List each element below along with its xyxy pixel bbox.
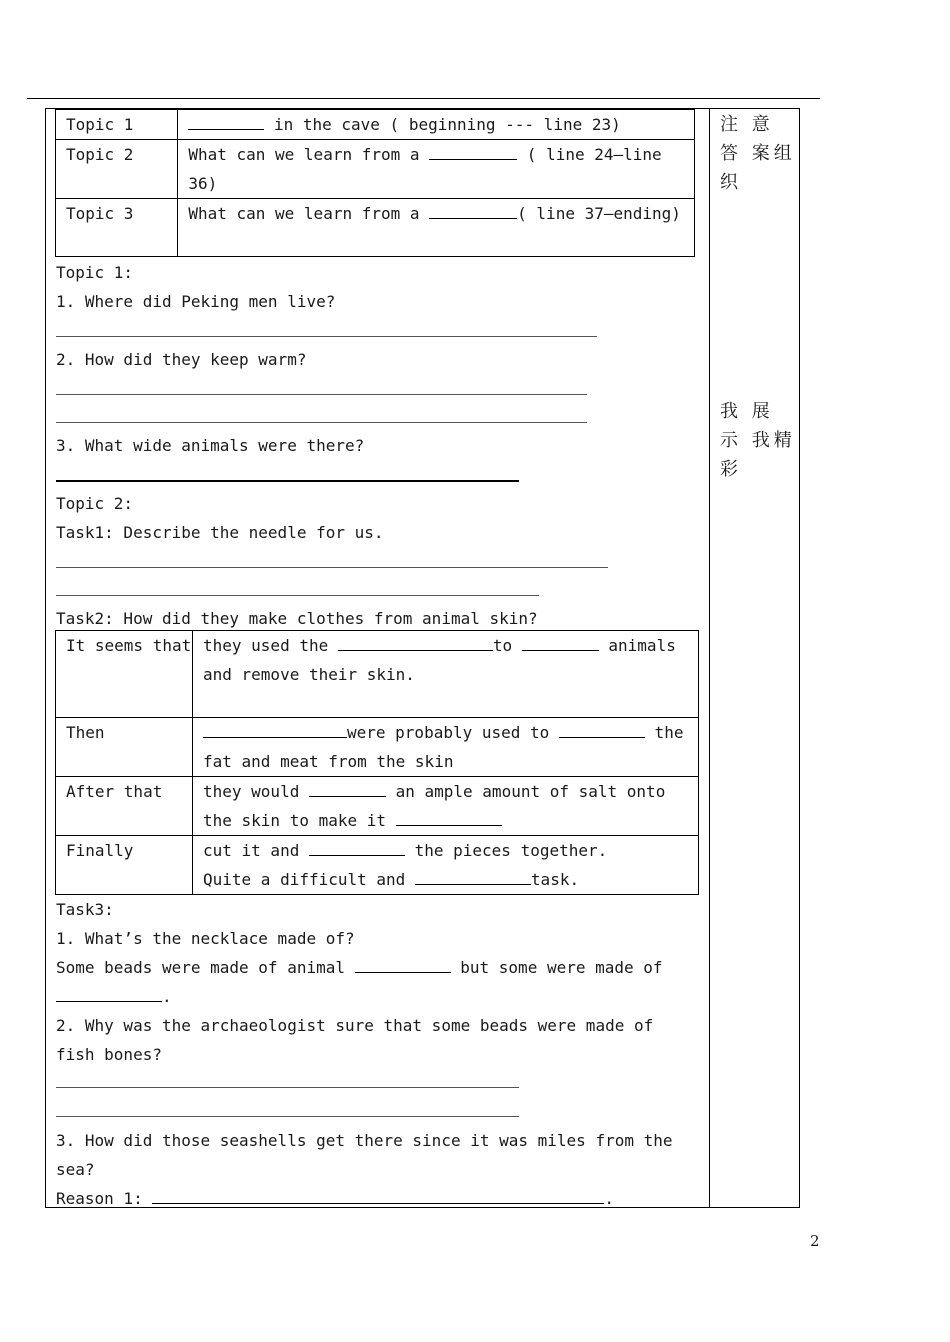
task3-question-1: 1. What’s the necklace made of? [56,929,355,948]
task3-question-2-cont: fish bones? [56,1045,162,1064]
answer-line[interactable] [56,394,587,395]
reason-label: Reason 1: [56,1189,153,1208]
answer-line[interactable] [56,422,587,423]
topic-description [178,140,695,199]
fill-blank[interactable] [188,114,264,130]
fill-blank[interactable] [429,144,517,160]
fill-blank[interactable] [203,722,347,738]
answer-text: but some were made of [450,958,663,977]
answer-line[interactable] [56,595,539,596]
topic-text: What can we learn from a [188,204,430,223]
fill-blank[interactable] [309,781,386,797]
step-text: task. [530,870,580,889]
fill-blank[interactable] [429,203,517,219]
step-text: to [492,636,522,655]
step-text: the fat and meat from the skin [203,723,684,771]
answer-line[interactable] [56,1116,519,1117]
step-description [193,777,699,836]
fill-blank[interactable] [309,840,405,856]
topics-table [55,109,695,257]
fill-blank[interactable] [396,810,502,826]
fill-blank[interactable] [522,635,599,651]
side-note-organize-answers: 注 意 答 案组织 [720,114,796,193]
topic-text: ( line 24—line 36) [188,145,662,193]
answer-text: . [162,987,172,1006]
topic1-question-1: 1. Where did Peking men live? [56,292,336,311]
step-text: Quite a difficult and [203,870,415,889]
step-label: Then [56,718,193,777]
table-row [56,110,695,140]
step-label: Finally [56,836,193,895]
step-text: cut it and [203,841,309,860]
fill-blank[interactable] [355,957,451,973]
topic-description [178,199,695,257]
answer-line[interactable] [56,336,597,337]
table-row [56,199,695,257]
topic2-heading: Topic 2: [56,494,134,513]
clothes-process-table [55,630,699,895]
fill-blank[interactable] [152,1188,604,1204]
step-text: they would [203,782,309,801]
fill-blank[interactable] [338,635,493,651]
topic2-task1: Task1: Describe the needle for us. [56,523,384,542]
topic-text: in the cave ( beginning --- line 23) [264,115,621,134]
topic-text: What can we learn from a [188,145,430,164]
topic-label: Topic 3 [56,199,178,257]
table-row [56,777,699,836]
step-text: were probably used to [347,723,559,742]
table-row [56,631,699,718]
topic-label: Topic 2 [56,140,178,199]
topic-label: Topic 1 [56,110,178,140]
reason-1 [56,1184,614,1213]
side-column-divider [709,108,710,1208]
page-number: 2 [810,1232,820,1250]
answer-line[interactable] [56,1087,519,1088]
answer-line[interactable] [56,567,608,568]
reason-end: . [604,1189,614,1208]
table-row [56,836,699,895]
answer-text: Some beads were made of animal [56,958,355,977]
step-label: After that [56,777,193,836]
fill-blank[interactable] [559,722,645,738]
task3-question-2: 2. Why was the archaeologist sure that some beads were made of [56,1016,654,1035]
task3-answer-1 [56,953,663,982]
task3-answer-1-cont [56,982,172,1011]
step-text: the pieces together. [404,841,608,860]
topic-text: ( line 37—ending) [517,204,681,223]
fill-blank[interactable] [415,869,531,885]
fill-blank[interactable] [56,986,162,1002]
table-row [56,140,695,199]
topic1-heading: Topic 1: [56,263,134,282]
step-description [193,836,699,895]
topic-description [178,110,695,140]
side-note-show-yourself: 我 展 示 我精 彩 [720,401,796,480]
step-text: they used the [203,636,338,655]
step-text: animals and remove their skin. [203,636,676,684]
step-label: It seems that [56,631,193,718]
step-description [193,631,699,718]
table-row [56,718,699,777]
topic2-task2: Task2: How did they make clothes from animal skin? [56,609,538,628]
topic1-question-2: 2. How did they keep warm? [56,350,307,369]
step-description [193,718,699,777]
topic1-question-3: 3. What wide animals were there? [56,436,365,455]
step-text: an ample amount of salt onto the skin to make it [203,782,666,830]
answer-line[interactable] [56,480,519,482]
task3-heading: Task3: [56,900,114,919]
task3-question-3: 3. How did those seashells get there since it was miles from the [56,1131,673,1150]
task3-question-3-cont: sea? [56,1160,95,1179]
header-rule [27,98,820,99]
